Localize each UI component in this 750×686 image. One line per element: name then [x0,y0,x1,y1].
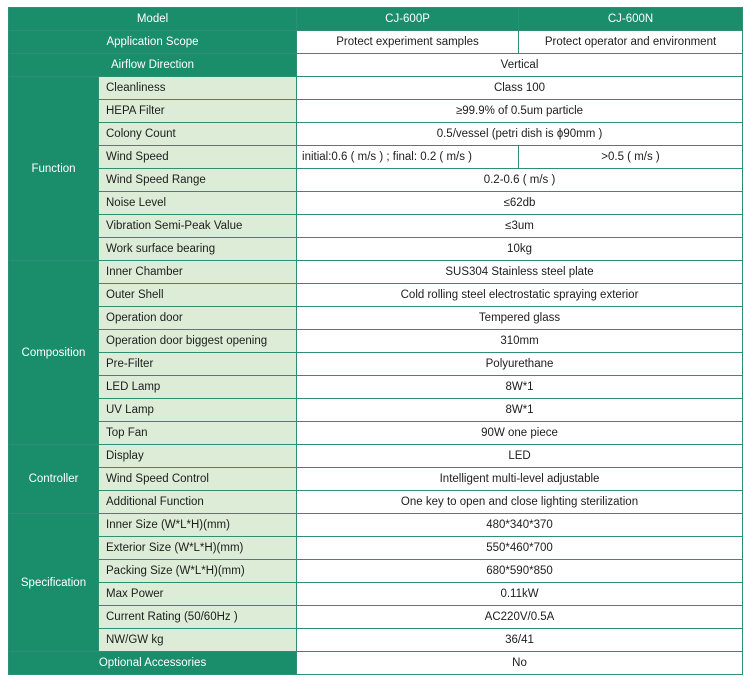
table-row [9,422,743,445]
optional-accessories-label: Optional Accessories [9,652,297,675]
param-value: 550*460*700 [297,537,743,560]
model-cj600p-header: CJ-600P [297,8,519,31]
airflow-value: Vertical [297,54,743,77]
param-value: ≤3um [297,215,743,238]
param-value: Tempered glass [297,307,743,330]
param-value: Polyurethane [297,353,743,376]
param-value: 8W*1 [297,399,743,422]
param-value: ≤62db [297,192,743,215]
param-label: Inner Size (W*L*H)(mm) [99,514,297,537]
category-function: Function [9,77,99,261]
param-label: Wind Speed [99,146,297,169]
table-row [9,77,743,100]
table-row [9,284,743,307]
table-row [9,146,743,169]
application-scope-p: Protect experiment samples [297,31,519,54]
param-value-n: >0.5 ( m/s ) [519,146,743,169]
param-value: One key to open and close lighting sterilization [297,491,743,514]
table-row [9,629,743,652]
category-controller: Controller [9,445,99,514]
table-row [9,261,743,284]
category-specification: Specification [9,514,99,652]
param-label: Pre-Filter [99,353,297,376]
table-row [9,169,743,192]
model-cj600n-header: CJ-600N [519,8,743,31]
param-label: Packing Size (W*L*H)(mm) [99,560,297,583]
param-label: Current Rating (50/60Hz ) [99,606,297,629]
airflow-label: Airflow Direction [9,54,297,77]
table-row [9,606,743,629]
param-label: Work surface bearing [99,238,297,261]
param-label: Inner Chamber [99,261,297,284]
param-label: Top Fan [99,422,297,445]
param-value-p: initial:0.6 ( m/s ) ; final: 0.2 ( m/s ) [297,146,519,169]
param-label: Operation door [99,307,297,330]
application-scope-label: Application Scope [9,31,297,54]
header-row [9,8,743,31]
param-value: ≥99.9% of 0.5um particle [297,100,743,123]
param-value: 0.11kW [297,583,743,606]
table-row [9,307,743,330]
param-value: Class 100 [297,77,743,100]
param-label: Wind Speed Range [99,169,297,192]
table-row [9,537,743,560]
param-label: Cleanliness [99,77,297,100]
table-row [9,123,743,146]
param-label: Outer Shell [99,284,297,307]
table-row [9,560,743,583]
param-value: 8W*1 [297,376,743,399]
param-value: 480*340*370 [297,514,743,537]
param-value: 36/41 [297,629,743,652]
param-value: 90W one piece [297,422,743,445]
param-value: 680*590*850 [297,560,743,583]
table-row [9,583,743,606]
param-label: NW/GW kg [99,629,297,652]
table-row [9,192,743,215]
table-row [9,215,743,238]
application-scope-n: Protect operator and environment [519,31,743,54]
param-value: Cold rolling steel electrostatic spraying exterior [297,284,743,307]
table-row [9,376,743,399]
optional-accessories-value: No [297,652,743,675]
table-row [9,399,743,422]
param-label: Additional Function [99,491,297,514]
category-composition: Composition [9,261,99,445]
param-value: 10kg [297,238,743,261]
param-value: AC220V/0.5A [297,606,743,629]
table-row [9,491,743,514]
table-row [9,330,743,353]
param-value: LED [297,445,743,468]
param-label: LED Lamp [99,376,297,399]
param-label: Operation door biggest opening [99,330,297,353]
param-label: Noise Level [99,192,297,215]
table-row [9,353,743,376]
optional-accessories-row [9,652,743,675]
table-row [9,445,743,468]
param-value: 0.2-0.6 ( m/s ) [297,169,743,192]
param-value: SUS304 Stainless steel plate [297,261,743,284]
table-row [9,468,743,491]
param-label: Max Power [99,583,297,606]
table-row [9,100,743,123]
param-label: Wind Speed Control [99,468,297,491]
param-value: 310mm [297,330,743,353]
param-label: Colony Count [99,123,297,146]
spec-table [8,7,743,675]
application-scope-row [9,31,743,54]
param-label: UV Lamp [99,399,297,422]
table-row [9,514,743,537]
airflow-row [9,54,743,77]
table-row [9,238,743,261]
param-value: 0.5/vessel (petri dish is ϕ90mm ) [297,123,743,146]
model-header: Model [9,8,297,31]
param-label: Display [99,445,297,468]
param-label: Exterior Size (W*L*H)(mm) [99,537,297,560]
param-label: Vibration Semi-Peak Value [99,215,297,238]
param-label: HEPA Filter [99,100,297,123]
param-value: Intelligent multi-level adjustable [297,468,743,491]
